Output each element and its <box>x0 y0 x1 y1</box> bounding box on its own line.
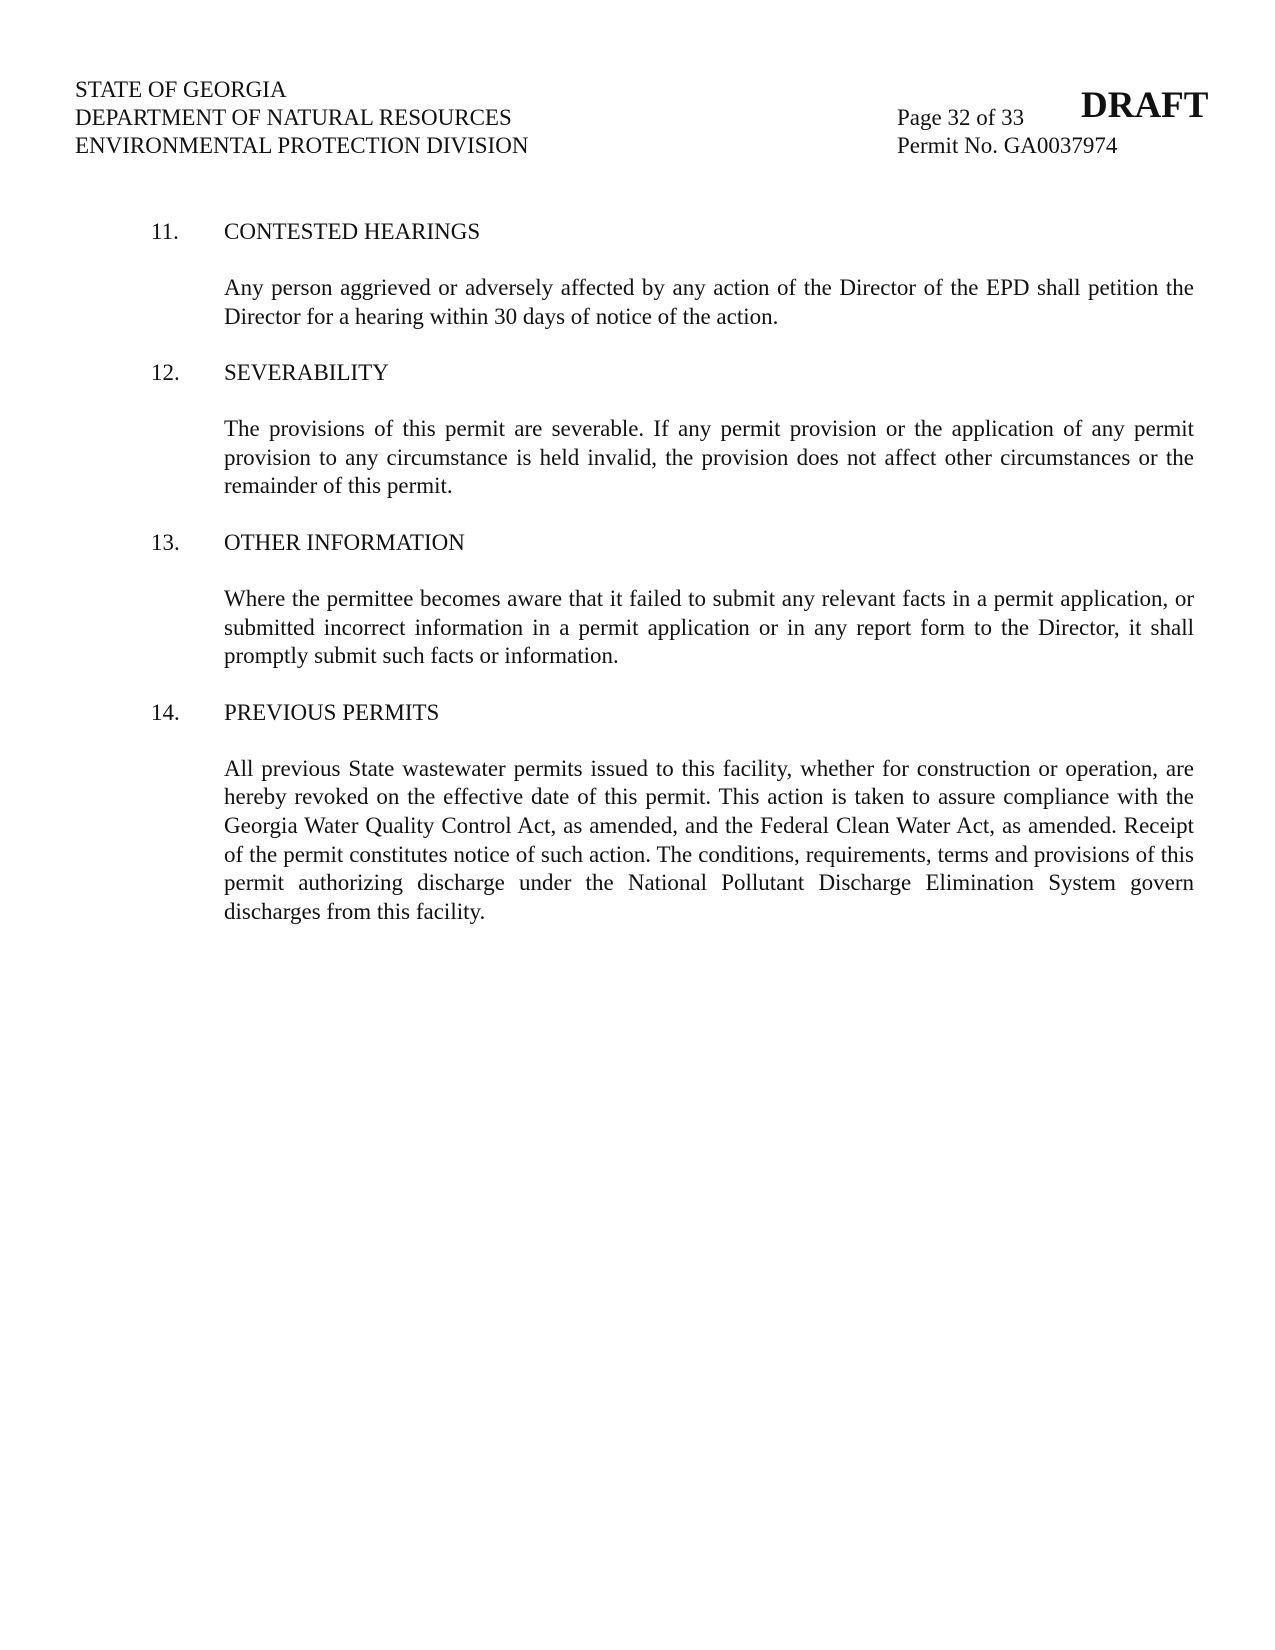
section-heading <box>0 699 1275 727</box>
permit-number: Permit No. GA0037974 <box>897 133 1118 158</box>
section-number: 13. <box>151 529 180 555</box>
section-title: OTHER INFORMATION <box>224 529 465 555</box>
section-number: 14. <box>151 699 180 725</box>
section-title: PREVIOUS PERMITS <box>224 699 440 725</box>
section-paragraph: Where the permittee becomes aware that it failed to submit any relevant facts in a permit application, or submitted incorrect information in a permit application or in any report form to the Director, it shall promptly submit such facts or information. <box>224 585 1194 669</box>
section-spacer <box>0 331 1275 359</box>
agency-line-state: STATE OF GEORGIA <box>75 77 287 102</box>
section-paragraph: The provisions of this permit are severable. If any permit provision or the application of any permit provision to any circumstance is held invalid, the provision does not affect other circumstances or the remainder of this permit. <box>224 416 1194 499</box>
section-severability <box>0 359 1275 501</box>
section-contested-hearings <box>0 218 1275 331</box>
section-other-information <box>0 529 1275 671</box>
section-spacer <box>0 501 1275 529</box>
section-number: 12. <box>151 360 180 386</box>
section-previous-permits <box>0 699 1275 927</box>
agency-line-department: DEPARTMENT OF NATURAL RESOURCES <box>75 105 512 130</box>
section-spacer <box>0 671 1275 699</box>
agency-line-division: ENVIRONMENTAL PROTECTION DIVISION <box>75 133 529 158</box>
page-number: Page 32 of 33 <box>897 105 1025 130</box>
agency-header <box>75 76 528 160</box>
section-heading <box>0 529 1275 557</box>
section-number: 11. <box>151 219 179 244</box>
draft-stamp: DRAFT <box>1081 85 1209 126</box>
section-paragraph: All previous State wastewater permits issued to this facility, whether for construction or operation, are hereby revoked on the effective date of this permit. This action is taken to assure compliance with the Georgia Water Quality Control Act, as amended, and the Federal Clean Water Act, as amended. Receipt of the permit constitutes notice of such action. The conditions, requirements, terms and provisions of this permit authorizing discharge under the National Pollutant Discharge Elimination System govern discharges from this facility. <box>224 755 1194 924</box>
section-title: SEVERABILITY <box>224 360 389 386</box>
section-title: CONTESTED HEARINGS <box>224 219 481 244</box>
section-paragraph: Any person aggrieved or adversely affected by any action of the Director of the EPD shall petition the Director for a hearing within 30 days of notice of the action. <box>224 275 1194 329</box>
document-body <box>0 218 1275 926</box>
section-heading <box>0 359 1275 387</box>
section-heading <box>0 218 1275 246</box>
